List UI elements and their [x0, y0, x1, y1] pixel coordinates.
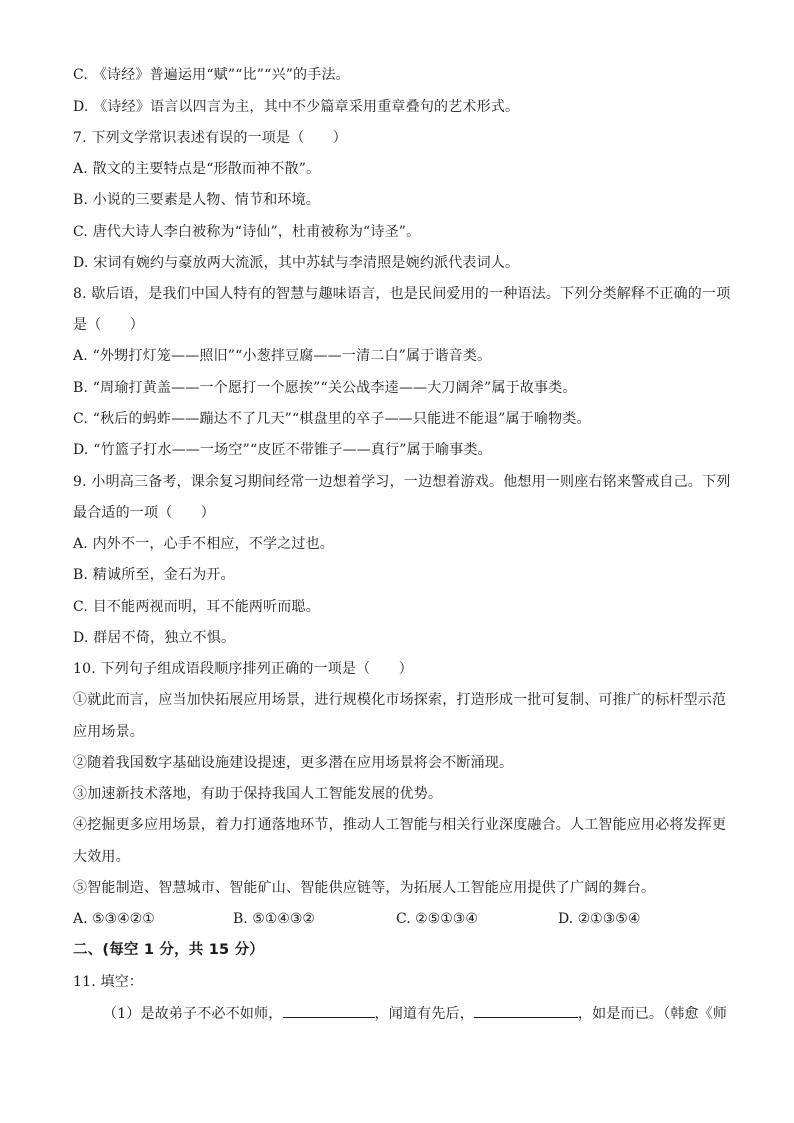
- q11-stem: 11. 填空：: [73, 974, 144, 990]
- q7-option-d: D. 宋词有婉约与豪放两大流派，其中苏轼与李清照是婉约派代表词人。: [73, 255, 520, 271]
- q8-option-a: A. “外甥打灯笼——照旧”“小葱拌豆腐——一清二白”属于谐音类。: [73, 348, 492, 364]
- q7-option-a: A. 散文的主要特点是“形散而神不散”。: [73, 161, 321, 177]
- q9-option-c: C. 目不能两视而明，耳不能两听而聪。: [73, 599, 320, 615]
- q6-option-c: C. 《诗经》普遍运用“赋”“比”“兴”的手法。: [73, 67, 350, 83]
- q8-option-c: C. “秋后的蚂蚱——蹦达不了几天”“棋盘里的卒子——只能进不能退”属于喻物类。: [73, 411, 591, 427]
- q11-part1: [103, 1003, 734, 1024]
- q7-option-c: C. 唐代大诗人李白被称为“诗仙”，杜甫被称为“诗圣”。: [73, 224, 421, 240]
- q8-option-b: B. “周瑜打黄盖——一个愿打一个愿挨”“关公战李逵——大刀阔斧”属于故事类。: [73, 380, 577, 396]
- q6-option-d: D. 《诗经》语言以四言为主，其中不少篇章采用重章叠句的艺术形式。: [73, 99, 520, 115]
- q10-sentence-4-cont: 大效用。: [73, 849, 130, 865]
- q11-part1-prefix: （1）是故弟子不必不如师，: [103, 1006, 283, 1022]
- q9-option-b: B. 精诚所至，金石为开。: [73, 567, 235, 583]
- q10-option-d: D. ②①③⑤④: [558, 911, 641, 927]
- q10-option-b: B. ⑤①④③②: [233, 911, 315, 927]
- q11-blank-1[interactable]: [283, 1003, 375, 1018]
- q10-option-a: A. ⑤③④②①: [73, 911, 155, 927]
- q9-stem-line2: 最合适的一项（ ）: [73, 505, 215, 521]
- q10-stem: 10. 下列句子组成语段顺序排列正确的一项是（ ）: [73, 661, 413, 677]
- q10-option-c: C. ②⑤①③④: [396, 911, 478, 927]
- q7-option-b: B. 小说的三要素是人物、情节和环境。: [73, 192, 320, 208]
- q10-sentence-1: ①就此而言，应当加快拓展应用场景，进行规模化市场探索，打造形成一批可复制、可推广的标杆型示范: [73, 692, 727, 708]
- q10-sentence-3: ③加速新技术落地，有助于保持我国人工智能发展的优势。: [73, 786, 443, 802]
- q9-option-a: A. 内外不一，心手不相应，不学之过也。: [73, 536, 335, 552]
- q10-sentence-4: ④挖掘更多应用场景，着力打通落地环节，推动人工智能与相关行业深度融合。人工智能应用必将发挥更: [73, 817, 727, 833]
- q10-sentence-5: ⑤智能制造、智慧城市、智能矿山、智能供应链等，为拓展人工智能应用提供了广阔的舞台。: [73, 880, 656, 896]
- q11-blank-2[interactable]: [474, 1003, 578, 1018]
- q10-sentence-2: ②随着我国数字基础设施建设提速，更多潜在应用场景将会不断涌现。: [73, 755, 514, 771]
- q11-part1-suffix: ，如是而已。（韩愈《师: [577, 1006, 728, 1022]
- q10-sentence-1-cont: 应用场景。: [73, 724, 144, 740]
- q11-part1-middle: ，闻道有先后，: [374, 1006, 474, 1022]
- q8-option-d: D. “竹篮子打水——一场空”“皮匠不带锥子——真行”属于喻事类。: [73, 442, 492, 458]
- q9-option-d: D. 群居不倚，独立不惧。: [73, 630, 236, 646]
- q8-stem-line2: 是（ ）: [73, 317, 144, 333]
- q7-stem: 7. 下列文学常识表述有误的一项是（ ）: [73, 130, 348, 146]
- section-2-title: 二、(每空 1 分，共 15 分）: [73, 942, 264, 958]
- q9-stem-line1: 9. 小明高三备考，课余复习期间经常一边想着学习，一边想着游戏。他想用一则座右铭来警戒自己。下列: [73, 474, 731, 490]
- q8-stem-line1: 8. 歇后语，是我们中国人特有的智慧与趣味语言，也是民间爱用的一种语法。下列分类解释不正确的一项: [73, 286, 731, 302]
